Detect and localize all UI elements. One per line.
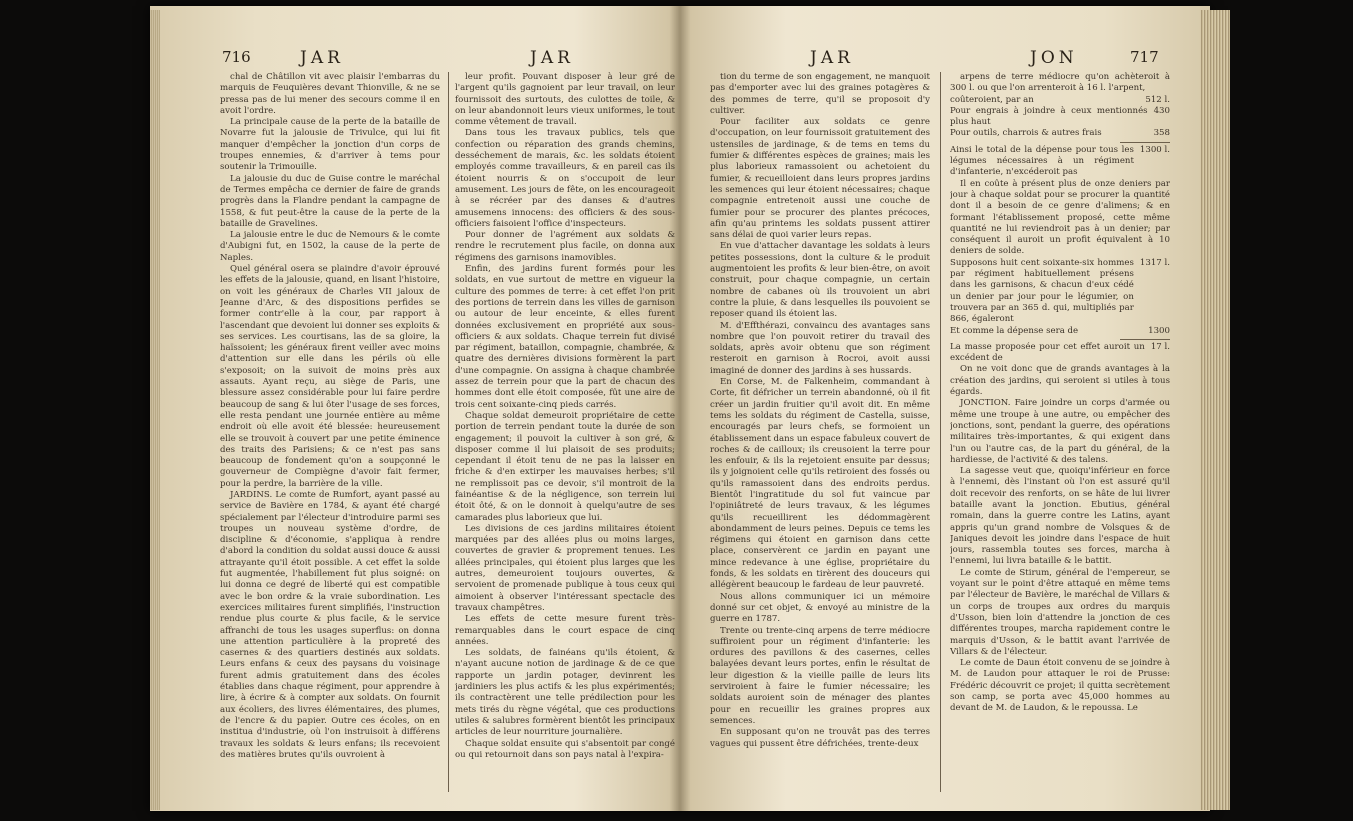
paragraph: Dans tous les travaux publics, tels que confection ou réparation des grands chemins, desséchement de marais, &c. les soldats étoient employés comme travailleurs, & en pareil cas ils étoient nourris & on s'occupoit de leur amusement. Les jours de fête, on les encourageoit à se récréer par des danses & d'autres amusemens innocens: des officiers & des sous-officiers faisoient l'office d'inspecteurs. (455, 128, 675, 229)
paragraph: Les soldats, de fainéans qu'ils étoient, & n'ayant aucune notion de jardinage & de ce que rapporte un jardin potager, devinrent les jardiniers les plus actifs & les plus expérimentés; ils contractèrent une telle prédilection pour les mets tirés du règne végétal, que ces productions utiles & salubres formèrent bientôt les principaux articles de leur nourriture journalière. (455, 648, 675, 738)
paragraph: chal de Châtillon vit avec plaisir l'embarras du marquis de Feuquières devant Thionville, & ne se pressa pas de lui mener des secours comme il en avoit l'ordre. (220, 72, 440, 116)
cost-ledger (950, 95, 1170, 179)
paragraph: La sagesse veut que, quoiqu'inférieur en force à l'ennemi, dès l'instant où l'on est assuré qu'il doit recevoir des renforts, on se hâte de lui livrer bataille avant la jonction. Ebutius, général romain, dans la guerre contre les Latins, ayant appris qu'un grand nombre de Volsques & de Janiques devoit les joindre dans l'espace de huit jours, rassembla toutes ses forces, marcha à l'ennemi, lui livra bataille & le battit. (950, 466, 1170, 567)
paragraph: Le comte de Daun étoit convenu de se joindre à M. de Laudon pour attaquer le roi de Prusse: Frédéric découvrit ce projet; il quitta secrètement son camp, se porta avec 45,000 hommes au devant de M. de Laudon, & le repoussa. Le (950, 658, 1170, 714)
ledger-row: Pour engrais à joindre à ceux mentionnés plus haut 430 (950, 105, 1170, 128)
ledger-row: coûteroient, par an 512 l. (950, 94, 1170, 105)
left-page-column-1 (220, 72, 440, 802)
paragraph: M. d'Effthérazi, convaincu des avantages sans nombre que l'on pouvoit retirer du travail des soldats, après avoir obtenu que son régiment resteroit en garnison à Rocroi, avoit aussi imaginé de donner des jardins à ses hussards. (710, 320, 930, 376)
paragraph: La jalousie du duc de Guise contre le maréchal de Termes empêcha ce dernier de faire de grands progrès dans la Flandre pendant la campagne de 1558, & fut peut-être la cause de la perte de la bataille de Gravelines. (220, 173, 440, 229)
left-page-edges (150, 10, 160, 810)
paragraph: Enfin, des jardins furent formés pour les soldats, en vue surtout de mettre en vigueur la culture des pommes de terre: à cet effet l'on prit des portions de terrein dans les villes de garnison ou autour de leur enceinte, & elles furent données exclusivement en propriété aux sous-officiers & aux soldats. Chaque terrein fut divisé par régiment, bataillon, compagnie, chambrée, & quatre des dernières divisions formèrent la part d'une compagnie. On assigna à chaque chambrée assez de terrein pour que la part de chacun des hommes dont elle étoit composée, fût une aire de trois cent soixante-cinq pieds carrés. (455, 264, 675, 410)
paragraph: La principale cause de la perte de la bataille de Novarre fut la jalousie de Trivulce, qui lui fit manquer d'empêcher la jonction d'un corps de troupes ennemies, & d'arriver à tems pour soutenir la Trimouille. (220, 117, 440, 173)
right-page-column-1 (710, 72, 930, 802)
column-rule (940, 72, 941, 792)
calc-row: La masse proposée pour cet effet auroit un excédent de 17 l. (950, 341, 1170, 364)
ledger-separator (1120, 142, 1170, 143)
column-rule (448, 72, 449, 792)
right-page-column-2 (950, 72, 1170, 802)
paragraph: On ne voit donc que de grands avantages à la création des jardins, qui seroient si utiles à tous égards. (950, 364, 1170, 398)
paragraph: arpens de terre médiocre qu'on achèteroit à 300 l. ou que l'on arrenteroit à 16 l. l'arpent, (950, 72, 1170, 94)
paragraph: JONCTION. Faire joindre un corps d'armée ou même une troupe à une autre, ou empêcher des jonctions, sont, pendant la guerre, des opérations militaires très-importantes, & qui exigent dans l'un ou l'autre cas, de la part du général, de la hardiesse, de l'activité & des talens. (950, 398, 1170, 465)
left-running-head-2: JAR (530, 48, 574, 68)
calc-separator (1120, 339, 1170, 340)
right-page-number: 717 (1130, 48, 1159, 66)
right-running-head-1: JAR (810, 48, 854, 68)
paragraph: En vue d'attacher davantage les soldats à leurs petites possessions, dont la culture & le produit augmentoient les profits & leur bien-être, on avoit construit, pour chaque compagnie, un certain nombre de cabanes où ils trouvoient un abri contre la pluie, & dans lesquelles ils pouvoient se reposer quand ils étoient las. (710, 241, 930, 320)
paragraph: En supposant qu'on ne trouvât pas des terres vagues qui pussent être défrichées, trente-deux (710, 727, 930, 749)
right-running-head-2: JON (1030, 48, 1078, 68)
paragraph: Nous allons communiquer ici un mémoire donné sur cet objet, & envoyé au ministre de la guerre en 1787. (710, 591, 930, 625)
paragraph: En Corse, M. de Falkenheim, commandant à Corte, fit défricher un terrein abandonné, où il fit créer un jardin fruitier qu'il avoit dit. En même tems les soldats du régiment de Castella, suisse, encouragés par leurs chefs, se formoient un établissement dans un espace fabuleux couvert de roches & de cailloux; ils creusoient la terre pour les enfouir, & ils la rejetoient ensuite par dessus; ils y joignoient celle qu'ils retiroient des fossés ou qu'ils ramassoient dans des endroits perdus. Bientôt l'ingratitude du sol fut vaincue par l'opiniâtreté de leurs travaux, & les légumes qu'ils recueillirent les dédommagèrent abondamment de leurs peines. Depuis ce tems les régimens qui étoient en garnison dans cette place, conservèrent ce jardin en payant une mince redevance à une église, propriétaire du fonds, & les soldats en tirèrent des douceurs qui allégèrent beaucoup le fardeau de leur pauvreté. (710, 377, 930, 591)
paragraph: Pour donner de l'agrément aux soldats & rendre le recrutement plus facile, on donna aux régimens des garnisons inamovibles. (455, 230, 675, 263)
ledger-total-row: Ainsi le total de la dépense pour tous les légumes nécessaires à un régiment d'infanterie, n'excéderoit pas 1300 l. (950, 144, 1170, 178)
calc-row: Supposons huit cent soixante-six hommes par régiment habituellement présens dans les garnisons, & chacun d'eux cédé un denier par jour pour le légumier, on trouvera par an 365 d. qui, multipliés par 866, égaleront 1317 l. (950, 257, 1170, 325)
ledger-row: Pour outils, charrois & autres frais 358 (950, 128, 1170, 139)
paragraph: Quel général osera se plaindre d'avoir éprouvé les effets de la jalousie, quand, en lisant l'histoire, on voit les généraux de Charles VII jaloux de Jeanne d'Arc, & des dispositions perfides se former contr'elle à la cour, par rapport à l'ascendant que devoient lui donner ses exploits & ses services. Les courtisans, las de sa gloire, la haïssoient; les généraux firent veiller avec moins d'attention sur elle dans les périls où elle s'exposoit; on la suivoit de moins près aux assauts. Ayant reçu, au siège de Paris, une blessure assez considérable pour lui faire perdre beaucoup de sang & lui ôter l'usage de ses forces, elle resta pendant une journée entière au même endroit où elle avoit été blessée: heureusement elle se trouvoit à couvert par une petite éminence des traits des Parisiens; & ce n'est pas sans beaucoup de fondement qu'on a soupçonné le gouverneur de Compiègne d'avoir fait fermer, pour la perdre, la barrière de la ville. (220, 264, 440, 489)
calc-row: Et comme la dépense sera de 1300 (950, 325, 1170, 336)
left-page-column-2 (455, 72, 675, 802)
paragraph: Il en coûte à présent plus de onze deniers par jour à chaque soldat pour se procurer la quantité dont il a besoin de ce genre d'alimens; & en formant l'établissement proposé, cette même quantité ne lui reviendroit pas à un denier; par conséquent il auroit un profit équivalent à 10 deniers de solde. (950, 178, 1170, 257)
paragraph: Les effets de cette mesure furent très-remarquables dans le court espace de cinq années. (455, 614, 675, 647)
paragraph: leur profit. Pouvant disposer à leur gré de l'argent qu'ils gagnoient par leur travail, on leur fournissoit des surtouts, des culottes de toile, & on leur abandonnoit leurs vieux uniformes, le tout comme vêtement de travail. (455, 72, 675, 128)
left-page-number: 716 (222, 48, 251, 66)
paragraph: Chaque soldat demeuroit propriétaire de cette portion de terrein pendant toute la durée de son engagement; il pouvoit la cultiver à son gré, & disposer comme il lui plaisoit de ses produits; cependant il étoit tenu de ne pas la laisser en friche & d'en extirper les mauvaises herbes; s'il ne remplissoit pas ce devoir, s'il montroit de la fainéantise & de la négligence, son terrein lui étoit ôté, & on le donnoit à quelqu'autre de ses camarades plus laborieux que lui. (455, 410, 675, 523)
paragraph: La jalousie entre le duc de Nemours & le comte d'Aubigni fut, en 1502, la cause de la perte de Naples. (220, 230, 440, 263)
paragraph: Pour faciliter aux soldats ce genre d'occupation, on leur fournissoit gratuitement des ustensiles de jardinage, & de tems en tems du fumier & différentes espèces de graines; mais les plus laborieux ramassoient ou achetoient du fumier, & recueilloient dans leurs propres jardins les semences qui leur étoient nécessaires; chaque compagnie entretenoit aussi une couche de fumier pour se procurer des plantes précoces, afin qu'au printems les soldats pussent attirer sans délai de quoi varier leurs repas. (710, 117, 930, 241)
paragraph: Chaque soldat ensuite qui s'absentoit par congé ou qui retournoit dans son pays natal à l'expira- (455, 738, 675, 760)
left-running-head-1: JAR (300, 48, 344, 68)
paragraph: Les divisions de ces jardins militaires étoient marquées par des allées plus ou moins larges, couvertes de gravier & proprement tenues. Les allées principales, qui étoient plus larges que les autres, demeuroient toujours ouvertes, & servoient de promenade publique à tous ceux qui aimoient à observer l'intéressant spectacle des travaux champêtres. (455, 523, 675, 613)
right-page-edges (1200, 10, 1230, 810)
calculation (950, 258, 1170, 365)
paragraph: Trente ou trente-cinq arpens de terre médiocre suffiroient pour un régiment d'infanterie: les ordures des pavillons & des casernes, celles balayées devant leurs portes, enfin le résultat de leur digestion & la vieille paille de leurs lits serviroient à faire le fumier nécessaire; les soldats auroient soin de ménager des plantes pour en recueillir les graines propres aux semences. (710, 625, 930, 726)
paragraph: tion du terme de son engagement, ne manquoit pas d'emporter avec lui des graines potagères & des pommes de terre, qu'il se proposoit d'y cultiver. (710, 72, 930, 116)
paragraph: JARDINS. Le comte de Rumfort, ayant passé au service de Bavière en 1784, & ayant été chargé spécialement par l'électeur d'introduire parmi ses troupes un nouveau système d'ordre, de discipline & d'économie, s'appliqua à rendre d'abord la condition du soldat aussi douce & aussi attrayante qu'il étoit possible. A cet effet la solde fut augmentée, l'habillement fut plus soigné: on lui donna ce degré de liberté qui est compatible avec le bon ordre & la vraie subordination. Les exercices militaires furent simplifiés, l'instruction rendue plus courte & plus facile, & le service affranchi de tous les usages superflus: on donna une attention particulière à la propreté des casernes & des quartiers destinés aux soldats. Leurs enfans & ceux des paysans du voisinage furent admis gratuitement dans des écoles établies dans chaque régiment, pour apprendre à lire, à écrire & à compter aux soldats. On fournit aux écoliers, des livres élémentaires, des plumes, de l'encre & du papier. Outre ces écoles, on en institua d'industrie, où l'on instruisoit à différens travaux les soldats & leurs enfans; ils recevoient des matières brutes qu'ils ouvroient à (220, 489, 440, 760)
paragraph: Le comte de Stirum, général de l'empereur, se voyant sur le point d'être attaqué en même tems par l'électeur de Bavière, le maréchal de Villars & un corps de troupes aux ordres du marquis d'Usson, bien loin d'attendre la jonction de ces différentes troupes, marcha rapidement contre le marquis d'Usson, & le battit avant l'arrivée de Villars & de l'électeur. (950, 567, 1170, 657)
